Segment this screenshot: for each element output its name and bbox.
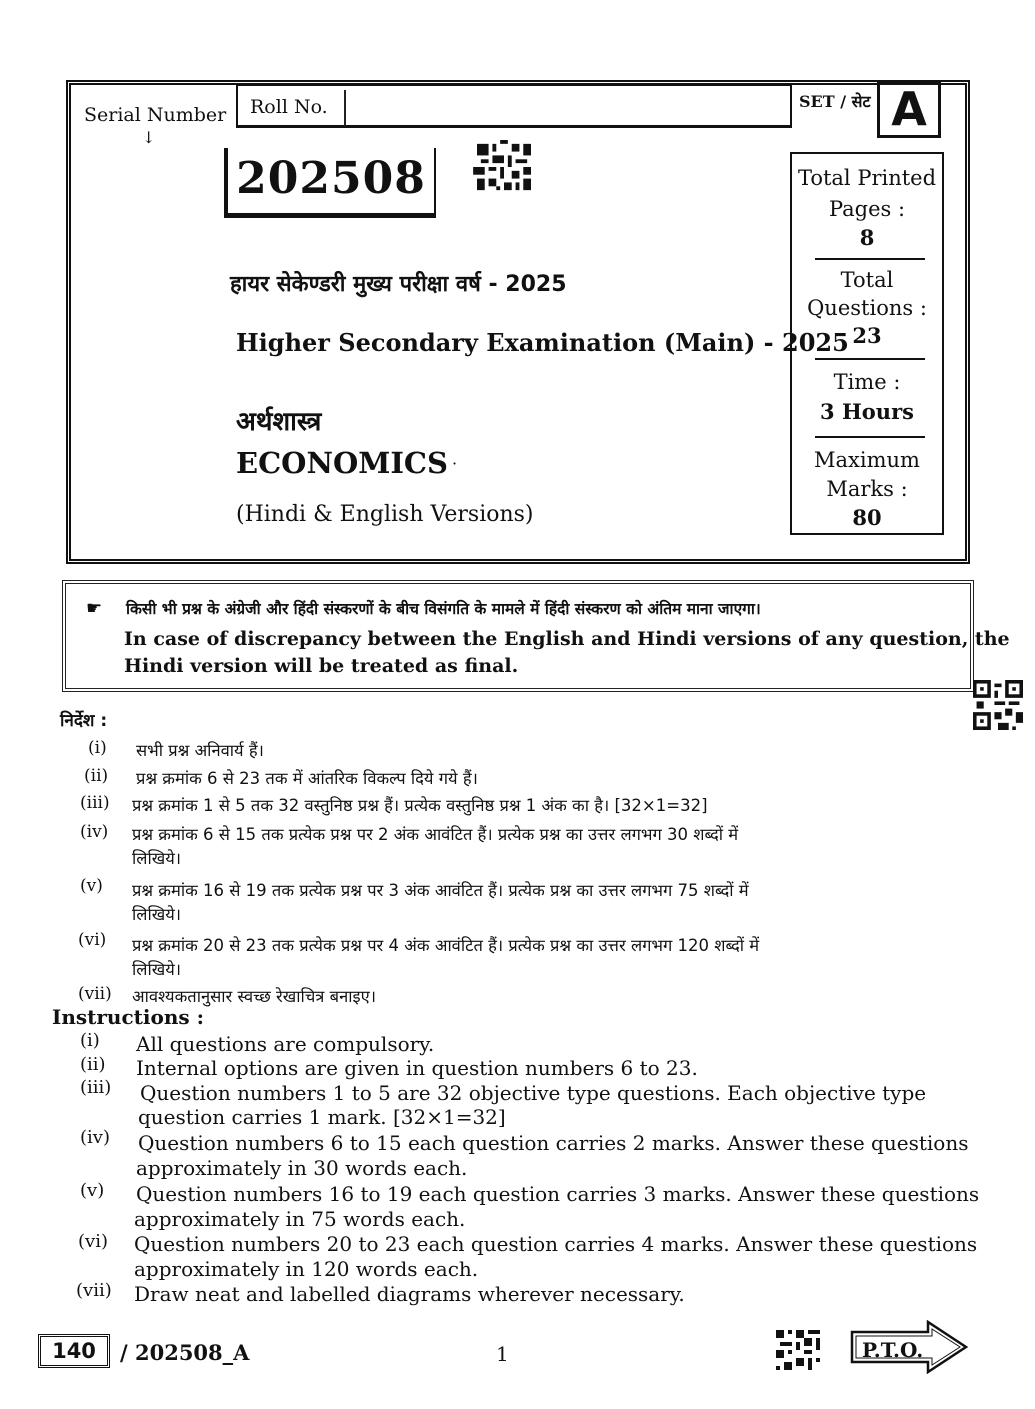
instruction-english-text: Question numbers 1 to 5 are 32 objective type questions. Each objective type — [140, 1081, 927, 1105]
subject-dot: · — [452, 454, 458, 473]
instruction-hindi-number: (iii) — [80, 793, 110, 813]
instruction-english-text: approximately in 30 words each. — [136, 1156, 468, 1180]
total-questions-value: 23 — [852, 323, 882, 348]
maximum-marks-value: 80 — [852, 505, 882, 530]
qr-code-icon — [472, 140, 536, 194]
instructions-hindi-title: निर्देश : — [60, 711, 108, 731]
pto-label: P.T.O. — [862, 1338, 924, 1362]
total-pages-label: Total Printed — [797, 166, 937, 190]
instruction-english-number: (iv) — [80, 1127, 110, 1148]
qr-code-icon — [776, 1330, 820, 1370]
maximum-marks-label: Maximum — [814, 448, 920, 472]
subject-hindi: अर्थशास्त्र — [236, 407, 322, 437]
instruction-english-text: Question numbers 6 to 15 each question carries 2 marks. Answer these questions — [138, 1131, 969, 1155]
versions-note: (Hindi & English Versions) — [236, 502, 534, 527]
subject-english: ECONOMICS — [236, 446, 448, 480]
instruction-english-number: (i) — [80, 1030, 100, 1051]
instruction-hindi-text: लिखिये। — [132, 905, 182, 924]
instruction-english-number: (iii) — [80, 1077, 112, 1098]
instruction-english-number: (vi) — [78, 1231, 108, 1252]
set-value: A — [877, 80, 941, 138]
exam-title-hindi: हायर सेकेण्डरी मुख्य परीक्षा वर्ष - 2025 — [230, 272, 567, 297]
instruction-hindi-text: लिखिये। — [132, 849, 182, 868]
maximum-marks-label-2: Marks : — [826, 477, 908, 501]
instruction-hindi-text: लिखिये। — [132, 960, 182, 979]
instruction-hindi-number: (v) — [80, 876, 103, 896]
footer-code: 140 — [38, 1334, 110, 1368]
info-divider — [815, 258, 925, 260]
instruction-hindi-text: प्रश्न क्रमांक 20 से 23 तक प्रत्येक प्रश्न पर 4 अंक आवंटित हैं। प्रत्येक प्रश्न का उत्तर लगभग 120 शब्दों में — [132, 936, 760, 955]
total-pages-label-2: Pages : — [828, 197, 906, 221]
instruction-english-number: (vii) — [76, 1280, 112, 1301]
instruction-hindi-text: सभी प्रश्न अनिवार्य हैं। — [136, 741, 264, 760]
paper-code: 202508 — [224, 148, 436, 218]
instruction-hindi-text: प्रश्न क्रमांक 1 से 5 तक 32 वस्तुनिष्ठ प्रश्न हैं। प्रत्येक वस्तुनिष्ठ प्रश्न 1 अंक का है। [32×1=32] — [132, 796, 708, 815]
qr-code-icon — [973, 680, 1023, 730]
instruction-english-number: (ii) — [80, 1054, 106, 1075]
instruction-hindi-text: प्रश्न क्रमांक 6 से 15 तक प्रत्येक प्रश्न पर 2 अंक आवंटित हैं। प्रत्येक प्रश्न का उत्तर लगभग 30 शब्दों में — [132, 825, 739, 844]
down-arrow-icon: ↓ — [142, 128, 156, 147]
instruction-hindi-text: प्रश्न क्रमांक 16 से 19 तक प्रत्येक प्रश्न पर 3 अंक आवंटित हैं। प्रत्येक प्रश्न का उत्तर लगभग 75 शब्दों में — [132, 881, 749, 900]
roll-number-label: Roll No. — [250, 96, 328, 118]
instructions-english-title: Instructions : — [52, 1005, 204, 1029]
total-questions-label-2: Questions : — [807, 296, 927, 320]
total-questions-label: Total — [840, 268, 894, 292]
time-label: Time : — [833, 370, 901, 394]
discrepancy-note-english-line2: Hindi version will be treated as final. — [124, 655, 519, 677]
page-number: 1 — [496, 1342, 509, 1366]
instruction-english-text: Question numbers 16 to 19 each question carries 3 marks. Answer these questions — [136, 1182, 980, 1206]
instruction-hindi-number: (ii) — [84, 766, 109, 786]
instruction-hindi-text: आवश्यकतानुसार स्वच्छ रेखाचित्र बनाइए। — [132, 987, 376, 1006]
info-divider — [815, 436, 925, 438]
instruction-english-text: All questions are compulsory. — [136, 1032, 435, 1056]
instruction-english-text: approximately in 120 words each. — [134, 1257, 479, 1281]
instruction-english-text: approximately in 75 words each. — [134, 1207, 466, 1231]
set-label: SET / सेट — [799, 92, 871, 111]
discrepancy-note-hindi: किसी भी प्रश्न के अंग्रेजी और हिंदी संस्करणों के बीच विसंगति के मामले में हिंदी संस्करण को अंतिम माना जाएगा। — [126, 600, 761, 618]
instruction-english-text: Internal options are given in question numbers 6 to 23. — [136, 1056, 698, 1080]
serial-number-label: Serial Number — [84, 104, 227, 126]
exam-title-english: Higher Secondary Examination (Main) - 2025 — [236, 328, 849, 357]
roll-number-divider — [344, 90, 346, 126]
instruction-english-text: Question numbers 20 to 23 each question carries 4 marks. Answer these questions — [134, 1232, 978, 1256]
instruction-hindi-number: (iv) — [80, 822, 109, 842]
discrepancy-note-english-line1: In case of discrepancy between the English and Hindi versions of any question, the — [124, 628, 1010, 650]
total-pages-value: 8 — [859, 225, 875, 250]
instruction-hindi-number: (vii) — [78, 984, 112, 1004]
instruction-hindi-text: प्रश्न क्रमांक 6 से 23 तक में आंतरिक विकल्प दिये गये हैं। — [136, 769, 478, 788]
instruction-hindi-number: (vi) — [78, 930, 107, 950]
info-divider — [815, 358, 925, 360]
time-value: 3 Hours — [820, 399, 914, 424]
instruction-hindi-number: (i) — [88, 738, 107, 758]
footer-paper-reference: / 202508_A — [120, 1340, 250, 1365]
pointing-hand-icon: ☛ — [86, 598, 103, 619]
instruction-english-text: question carries 1 mark. [32×1=32] — [138, 1105, 506, 1129]
instruction-english-text: Draw neat and labelled diagrams wherever necessary. — [134, 1282, 685, 1306]
instruction-english-number: (v) — [80, 1180, 105, 1201]
